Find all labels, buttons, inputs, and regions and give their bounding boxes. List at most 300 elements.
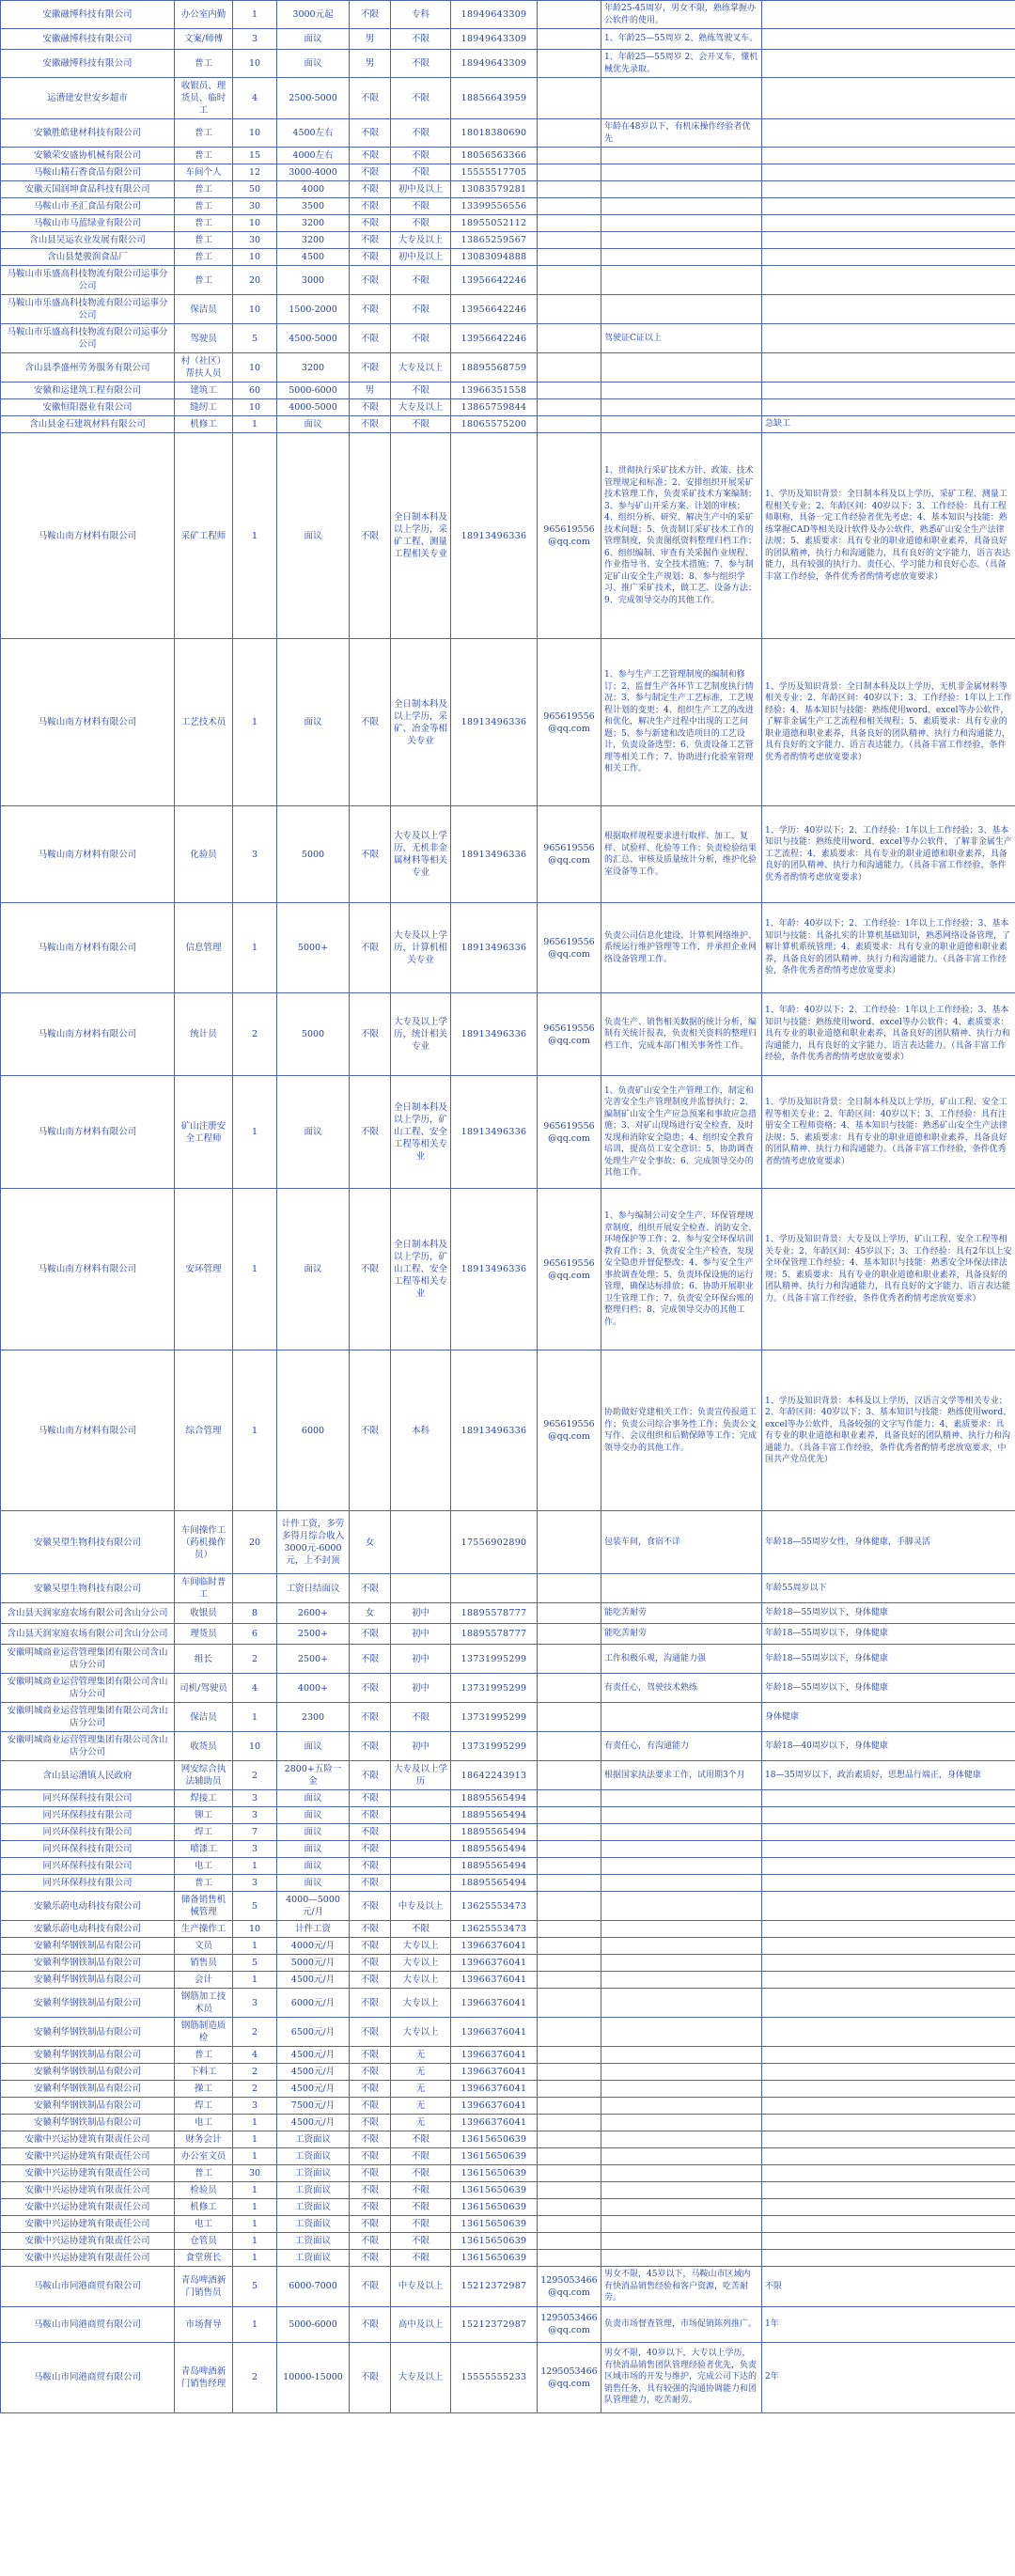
table-row [1, 78, 1015, 119]
headcount-cell: 30 [233, 232, 277, 249]
salary-cell: 面议 [277, 1076, 350, 1189]
gender-cell: 不限 [350, 215, 391, 232]
requirements-cell [762, 2081, 1015, 2098]
headcount-cell: 2 [233, 2064, 277, 2081]
salary-cell: 3200 [277, 215, 350, 232]
gender-cell: 不限 [350, 1858, 391, 1875]
gender-cell: 不限 [350, 1574, 391, 1603]
gender-cell: 不限 [350, 1624, 391, 1645]
education-cell: 无 [391, 2115, 451, 2131]
headcount-cell: 1 [233, 2216, 277, 2233]
email-cell: 965619556@qq.com [538, 1076, 601, 1189]
requirements-cell: 2年 [762, 2342, 1015, 2412]
education-cell: 不限 [391, 164, 451, 181]
salary-cell: 4000-5000 [277, 399, 350, 416]
requirements-cell [762, 249, 1015, 266]
email-cell [538, 1955, 601, 1972]
position-cell: 村（社区）帮扶人员 [175, 353, 233, 382]
table-row [1, 2306, 1015, 2342]
requirements-cell: 年龄18—55周岁以下，身体健康 [762, 1603, 1015, 1624]
description-cell [601, 1989, 762, 2018]
requirements-cell [762, 1841, 1015, 1858]
table-row [1, 2233, 1015, 2250]
requirements-cell [762, 215, 1015, 232]
requirements-cell [762, 2148, 1015, 2165]
phone-cell: 18949643309 [451, 1, 538, 29]
table-row [1, 215, 1015, 232]
position-cell: 安环管理 [175, 1189, 233, 1350]
phone-cell: 13731995299 [451, 1674, 538, 1703]
gender-cell: 不限 [350, 2182, 391, 2199]
gender-cell: 不限 [350, 2342, 391, 2412]
description-cell: 负责生产、销售相关数据的统计分析，编制有关统计报表，负责相关资料的整理归档工作，完成本部门相关事务性工作。 [601, 993, 762, 1076]
phone-cell: 13966376041 [451, 2018, 538, 2047]
email-cell [538, 1674, 601, 1703]
headcount-cell: 8 [233, 1603, 277, 1624]
headcount-cell: 1 [233, 1938, 277, 1955]
position-cell: 化验员 [175, 806, 233, 903]
company-cell: 含山县天润家庭农场有限公司含山分公司 [1, 1624, 175, 1645]
description-cell [601, 249, 762, 266]
salary-cell: 工资面议 [277, 2148, 350, 2165]
headcount-cell: 3 [233, 1875, 277, 1892]
headcount-cell: 1 [233, 1189, 277, 1350]
gender-cell: 不限 [350, 1807, 391, 1824]
salary-cell: 面议 [277, 1807, 350, 1824]
table-row [1, 2250, 1015, 2267]
table-row [1, 1603, 1015, 1624]
table-row [1, 2199, 1015, 2216]
phone-cell: 18895565494 [451, 1807, 538, 1824]
requirements-cell: 1、学历：40岁以下；2、工作经验：1年以上工作经验；3、基本知识与技能：熟练使用word、excel等办公软件，了解非金属生产工艺流程；4、素质要求：具有专业的职业道德和职业素养，具备良好的团队精神、执行力和沟通能力。（具备丰富工作经验，条件优秀者酌情考虑放宽要求） [762, 806, 1015, 903]
description-cell [601, 353, 762, 382]
headcount-cell: 1 [233, 2148, 277, 2165]
table-row [1, 1, 1015, 29]
email-cell [538, 2018, 601, 2047]
company-cell: 同兴环保科技有限公司 [1, 1807, 175, 1824]
company-cell: 安徽中兴运协建筑有限责任公司 [1, 2250, 175, 2267]
education-cell: 初中及以上 [391, 249, 451, 266]
description-cell: 男女不限，45岁以下，马鞍山市区域内有快消品销售经验和客户资源，吃苦耐劳。 [601, 2267, 762, 2307]
phone-cell: 18913496336 [451, 806, 538, 903]
headcount-cell: 10 [233, 119, 277, 148]
headcount-cell: 4 [233, 2047, 277, 2064]
position-cell: 理货员 [175, 1624, 233, 1645]
education-cell [391, 1511, 451, 1574]
gender-cell: 不限 [350, 2267, 391, 2307]
table-row [1, 1790, 1015, 1807]
description-cell [601, 1875, 762, 1892]
phone-cell: 13966376041 [451, 2081, 538, 2098]
gender-cell: 不限 [350, 1732, 391, 1761]
salary-cell: 4500元/月 [277, 1972, 350, 1989]
company-cell: 马鞍山市同港商贸有限公司 [1, 2267, 175, 2307]
company-cell: 安徽利华钢铁制品有限公司 [1, 2115, 175, 2131]
gender-cell: 不限 [350, 2148, 391, 2165]
education-cell [391, 1574, 451, 1603]
description-cell [601, 1921, 762, 1938]
education-cell: 不限 [391, 119, 451, 148]
phone-cell: 13083094888 [451, 249, 538, 266]
requirements-cell: 年龄18—55周岁以下，身体健康 [762, 1645, 1015, 1674]
headcount-cell: 10 [233, 353, 277, 382]
phone-cell: 18913496336 [451, 639, 538, 806]
education-cell: 不限 [391, 78, 451, 119]
requirements-cell [762, 1989, 1015, 2018]
company-cell: 安徽乐蔚电动科技有限公司 [1, 1892, 175, 1921]
table-row [1, 181, 1015, 198]
company-cell: 马鞍山南方材料有限公司 [1, 1076, 175, 1189]
company-cell: 安徽吴望生物科技有限公司 [1, 1574, 175, 1603]
headcount-cell: 5 [233, 2267, 277, 2307]
gender-cell: 不限 [350, 1076, 391, 1189]
education-cell: 无 [391, 2098, 451, 2115]
description-cell: 驾驶证C证以上 [601, 324, 762, 353]
company-cell: 安徽中兴运协建筑有限责任公司 [1, 2148, 175, 2165]
requirements-cell [762, 2047, 1015, 2064]
salary-cell: 工资面议 [277, 2182, 350, 2199]
headcount-cell: 1 [233, 2233, 277, 2250]
education-cell: 不限 [391, 416, 451, 433]
headcount-cell: 1 [233, 903, 277, 993]
requirements-cell: 年龄18—40周岁以下，身体健康 [762, 1732, 1015, 1761]
position-cell: 司机/驾驶员 [175, 1674, 233, 1703]
company-cell: 安徽中兴运协建筑有限责任公司 [1, 2182, 175, 2199]
gender-cell: 不限 [350, 399, 391, 416]
table-row [1, 1350, 1015, 1511]
description-cell [601, 2148, 762, 2165]
education-cell: 本科 [391, 1350, 451, 1511]
salary-cell: 2600+ [277, 1603, 350, 1624]
description-cell: 包装车间，食宿不详 [601, 1511, 762, 1574]
description-cell [601, 2182, 762, 2199]
table-row [1, 903, 1015, 993]
education-cell: 大专及以上 [391, 399, 451, 416]
position-cell: 组长 [175, 1645, 233, 1674]
company-cell: 马鞍山南方材料有限公司 [1, 1189, 175, 1350]
gender-cell: 不限 [350, 198, 391, 215]
description-cell: 有责任心，有沟通能力 [601, 1732, 762, 1761]
email-cell: 1295053466@qq.com [538, 2306, 601, 2342]
email-cell [538, 2216, 601, 2233]
headcount-cell: 50 [233, 181, 277, 198]
requirements-cell [762, 2233, 1015, 2250]
headcount-cell: 3 [233, 1989, 277, 2018]
headcount-cell: 1 [233, 2115, 277, 2131]
salary-cell: 2800+五险一金 [277, 1761, 350, 1790]
phone-cell: 13956642246 [451, 266, 538, 295]
requirements-cell [762, 164, 1015, 181]
salary-cell: 4500元/月 [277, 2047, 350, 2064]
salary-cell: 2500+ [277, 1624, 350, 1645]
headcount-cell: 4 [233, 1674, 277, 1703]
table-row [1, 1624, 1015, 1645]
description-cell [601, 1703, 762, 1732]
phone-cell: 18895568759 [451, 353, 538, 382]
headcount-cell: 20 [233, 1511, 277, 1574]
phone-cell: 13966376041 [451, 2115, 538, 2131]
description-cell [601, 295, 762, 324]
description-cell [601, 2115, 762, 2131]
headcount-cell: 5 [233, 1892, 277, 1921]
headcount-cell: 1 [233, 433, 277, 639]
salary-cell: 工资面议 [277, 2250, 350, 2267]
email-cell [538, 1761, 601, 1790]
requirements-cell: 1、学历及知识背景：全日制本科及以上学历，矿山工程、安全工程等相关专业；2、年龄区间：40岁以下；3、工作经验：具有注册安全工程师资格；4、基本知识与技能：熟悉矿山安全生产法律法规；5、素质要求：具有专业的职业道德和职业素养，具备良好的团队精神、执行力和沟通能力。（具备丰富工作经验，条件优秀者酌情考虑放宽要求） [762, 1076, 1015, 1189]
email-cell [538, 2081, 601, 2098]
description-cell: 能吃苦耐劳 [601, 1624, 762, 1645]
description-cell [601, 2047, 762, 2064]
email-cell [538, 2199, 601, 2216]
education-cell: 全日制本科及以上学历，采矿、冶金等相关专业 [391, 639, 451, 806]
company-cell: 安徽利华钢铁制品有限公司 [1, 2047, 175, 2064]
gender-cell: 不限 [350, 2199, 391, 2216]
gender-cell: 不限 [350, 2115, 391, 2131]
table-row [1, 2148, 1015, 2165]
requirements-cell [762, 1921, 1015, 1938]
company-cell: 马鞍山南方材料有限公司 [1, 433, 175, 639]
description-cell [601, 1574, 762, 1603]
description-cell [601, 2064, 762, 2081]
company-cell: 同兴环保科技有限公司 [1, 1858, 175, 1875]
email-cell [538, 50, 601, 78]
description-cell [601, 2098, 762, 2115]
education-cell: 无 [391, 2047, 451, 2064]
requirements-cell [762, 382, 1015, 399]
phone-cell: 13865759844 [451, 399, 538, 416]
headcount-cell: 6 [233, 1624, 277, 1645]
salary-cell: 3500 [277, 198, 350, 215]
requirements-cell [762, 2199, 1015, 2216]
gender-cell: 不限 [350, 295, 391, 324]
email-cell [538, 266, 601, 295]
requirements-cell [762, 2182, 1015, 2199]
requirements-cell: 1年 [762, 2306, 1015, 2342]
education-cell: 不限 [391, 2216, 451, 2233]
salary-cell: 4000元/月 [277, 1938, 350, 1955]
company-cell: 同兴环保科技有限公司 [1, 1841, 175, 1858]
salary-cell: 工资面议 [277, 2131, 350, 2148]
phone-cell: 15212372987 [451, 2267, 538, 2307]
education-cell: 初中及以上 [391, 181, 451, 198]
requirements-cell [762, 50, 1015, 78]
education-cell: 不限 [391, 198, 451, 215]
gender-cell: 不限 [350, 1989, 391, 2018]
salary-cell: 3200 [277, 353, 350, 382]
description-cell: 负责公司信息化建设、计算机网络维护、系统运行维护管理等工作，并承担企业网络设备管理工作。 [601, 903, 762, 993]
gender-cell: 不限 [350, 232, 391, 249]
email-cell [538, 2250, 601, 2267]
requirements-cell [762, 353, 1015, 382]
gender-cell: 不限 [350, 78, 391, 119]
company-cell: 安徽中兴运协建筑有限责任公司 [1, 2199, 175, 2216]
phone-cell: 18056563366 [451, 148, 538, 164]
table-row [1, 1824, 1015, 1841]
description-cell: 1、负责矿山安全生产管理工作，制定和完善安全生产管理制度并监督执行；2、编制矿山安全生产应急预案和事故应急措施；3、对矿山现场进行安全检查，及时发现和消除安全隐患；4、组织安全教育培训，提高员工安全意识；5、协助调查处理生产安全事故；6、完成领导交办的其他工作。 [601, 1076, 762, 1189]
phone-cell: 18856643959 [451, 78, 538, 119]
email-cell [538, 1603, 601, 1624]
phone-cell: 13615650639 [451, 2165, 538, 2182]
position-cell: 车间临时普工 [175, 1574, 233, 1603]
headcount-cell: 2 [233, 1761, 277, 1790]
headcount-cell: 30 [233, 198, 277, 215]
company-cell: 运漕建安世安乡超市 [1, 78, 175, 119]
requirements-cell [762, 1875, 1015, 1892]
education-cell: 大专及以上学历，统计相关专业 [391, 993, 451, 1076]
company-cell: 含山县楚骏润食品厂 [1, 249, 175, 266]
company-cell: 安徽天国润坤食品科技有限公司 [1, 181, 175, 198]
requirements-cell [762, 78, 1015, 119]
email-cell [538, 1824, 601, 1841]
table-row [1, 1703, 1015, 1732]
headcount-cell: 2 [233, 2342, 277, 2412]
position-cell: 焊接工 [175, 1790, 233, 1807]
table-row [1, 993, 1015, 1076]
salary-cell: 工资面议 [277, 2216, 350, 2233]
education-cell: 不限 [391, 2250, 451, 2267]
company-cell: 安徽中兴运协建筑有限责任公司 [1, 2131, 175, 2148]
headcount-cell: 1 [233, 2131, 277, 2148]
position-cell: 普工 [175, 119, 233, 148]
table-row [1, 1807, 1015, 1824]
gender-cell: 女 [350, 1603, 391, 1624]
email-cell [538, 78, 601, 119]
requirements-cell [762, 1807, 1015, 1824]
gender-cell: 不限 [350, 1790, 391, 1807]
table-row [1, 1921, 1015, 1938]
gender-cell: 不限 [350, 1955, 391, 1972]
education-cell: 不限 [391, 2165, 451, 2182]
position-cell: 统计员 [175, 993, 233, 1076]
company-cell: 安徽乐蔚电动科技有限公司 [1, 1921, 175, 1938]
email-cell [538, 1989, 601, 2018]
requirements-cell: 不限 [762, 2267, 1015, 2307]
gender-cell: 不限 [350, 993, 391, 1076]
position-cell: 普工 [175, 148, 233, 164]
salary-cell: 3000元起 [277, 1, 350, 29]
description-cell [601, 2216, 762, 2233]
salary-cell: 4000左右 [277, 148, 350, 164]
gender-cell: 不限 [350, 806, 391, 903]
requirements-cell [762, 198, 1015, 215]
salary-cell: 10000-15000 [277, 2342, 350, 2412]
headcount-cell: 2 [233, 2018, 277, 2047]
description-cell [601, 1790, 762, 1807]
headcount-cell: 3 [233, 1807, 277, 1824]
description-cell [601, 164, 762, 181]
position-cell: 焊工 [175, 2098, 233, 2115]
company-cell: 安徽利华钢铁制品有限公司 [1, 2098, 175, 2115]
phone-cell: 13615650639 [451, 2233, 538, 2250]
company-cell: 安徽和运建筑工程有限公司 [1, 382, 175, 399]
salary-cell: 工资面议 [277, 2233, 350, 2250]
requirements-cell [762, 324, 1015, 353]
phone-cell: 13615650639 [451, 2131, 538, 2148]
salary-cell: 面议 [277, 50, 350, 78]
salary-cell: 3000 [277, 266, 350, 295]
gender-cell: 不限 [350, 324, 391, 353]
table-row [1, 1674, 1015, 1703]
education-cell: 中专及以上 [391, 2267, 451, 2307]
position-cell: 普工 [175, 266, 233, 295]
gender-cell: 不限 [350, 2165, 391, 2182]
email-cell [538, 1858, 601, 1875]
salary-cell: 4000—5000元/月 [277, 1892, 350, 1921]
gender-cell: 不限 [350, 2306, 391, 2342]
email-cell [538, 2131, 601, 2148]
description-cell: 1、参与生产工艺管理制度的编制和修订；2、监督生产各环节工艺制度执行情况；3、参与制定生产工艺标准，工艺规程计划的变更；4、组织生产工艺的改进和优化，解决生产过程中出现的工艺问题；5、参与新建和改造项目的工艺设计，负责设备选型；6、负责设备工艺管理等相关工作；7、协助进行化验室管理相关工作。 [601, 639, 762, 806]
gender-cell: 不限 [350, 1761, 391, 1790]
education-cell [391, 1824, 451, 1841]
headcount-cell: 30 [233, 2165, 277, 2182]
email-cell [538, 1574, 601, 1603]
requirements-cell [762, 119, 1015, 148]
position-cell: 销售员 [175, 1955, 233, 1972]
company-cell: 含山县天润家庭农场有限公司含山分公司 [1, 1603, 175, 1624]
position-cell: 驾驶员 [175, 324, 233, 353]
phone-cell [451, 1574, 538, 1603]
email-cell [538, 1921, 601, 1938]
email-cell: 965619556@qq.com [538, 806, 601, 903]
phone-cell: 18895578777 [451, 1624, 538, 1645]
description-cell: 年龄25-45周岁，男女不限，熟练掌握办公软件的使用。 [601, 1, 762, 29]
company-cell: 安徽融博科技有限公司 [1, 29, 175, 50]
education-cell: 中专及以上 [391, 1892, 451, 1921]
position-cell: 财务会计 [175, 2131, 233, 2148]
requirements-cell [762, 1858, 1015, 1875]
phone-cell: 13966376041 [451, 2098, 538, 2115]
phone-cell: 13956642246 [451, 324, 538, 353]
description-cell [601, 1892, 762, 1921]
education-cell: 全日制本科及以上学历，采矿工程、测量工程相关专业 [391, 433, 451, 639]
company-cell: 安徽融博科技有限公司 [1, 50, 175, 78]
table-row [1, 2342, 1015, 2412]
phone-cell: 18913496336 [451, 903, 538, 993]
position-cell: 缝纫工 [175, 399, 233, 416]
position-cell: 普工 [175, 198, 233, 215]
phone-cell: 13966376041 [451, 1955, 538, 1972]
headcount-cell: 1 [233, 2182, 277, 2199]
salary-cell: 面议 [277, 1841, 350, 1858]
email-cell [538, 181, 601, 198]
salary-cell: 6000 [277, 1350, 350, 1511]
phone-cell: 13615650639 [451, 2216, 538, 2233]
requirements-cell [762, 295, 1015, 324]
phone-cell: 13731995299 [451, 1645, 538, 1674]
headcount-cell [233, 1574, 277, 1603]
phone-cell: 13615650639 [451, 2250, 538, 2267]
headcount-cell: 10 [233, 1921, 277, 1938]
requirements-cell: 1、学历及知识背景：全日制本科及以上学历，无机非金属材料等相关专业；2、年龄区间：40岁以下；3、工作经验：1年以上工作经验；4、基本知识与技能：熟练使用word、excel等办公软件，了解非金属生产工艺流程和相关规程；5、素质要求：具有专业的职业道德和职业素养，具备良好的团队精神、执行力和沟通能力，具有良好的文字能力、语言表达能力。（具备丰富工作经验，条件优秀者酌情考虑放宽要求） [762, 639, 1015, 806]
table-row [1, 416, 1015, 433]
position-cell: 普工 [175, 181, 233, 198]
position-cell: 文员 [175, 1938, 233, 1955]
position-cell: 办公室内勤 [175, 1, 233, 29]
salary-cell: 面议 [277, 1875, 350, 1892]
headcount-cell: 10 [233, 249, 277, 266]
gender-cell: 男 [350, 29, 391, 50]
gender-cell: 不限 [350, 1645, 391, 1674]
requirements-cell [762, 2131, 1015, 2148]
email-cell: 965619556@qq.com [538, 903, 601, 993]
headcount-cell: 3 [233, 806, 277, 903]
table-row [1, 29, 1015, 50]
salary-cell: 1500-2000 [277, 295, 350, 324]
headcount-cell: 3 [233, 29, 277, 50]
headcount-cell: 20 [233, 266, 277, 295]
email-cell [538, 1624, 601, 1645]
gender-cell: 不限 [350, 266, 391, 295]
